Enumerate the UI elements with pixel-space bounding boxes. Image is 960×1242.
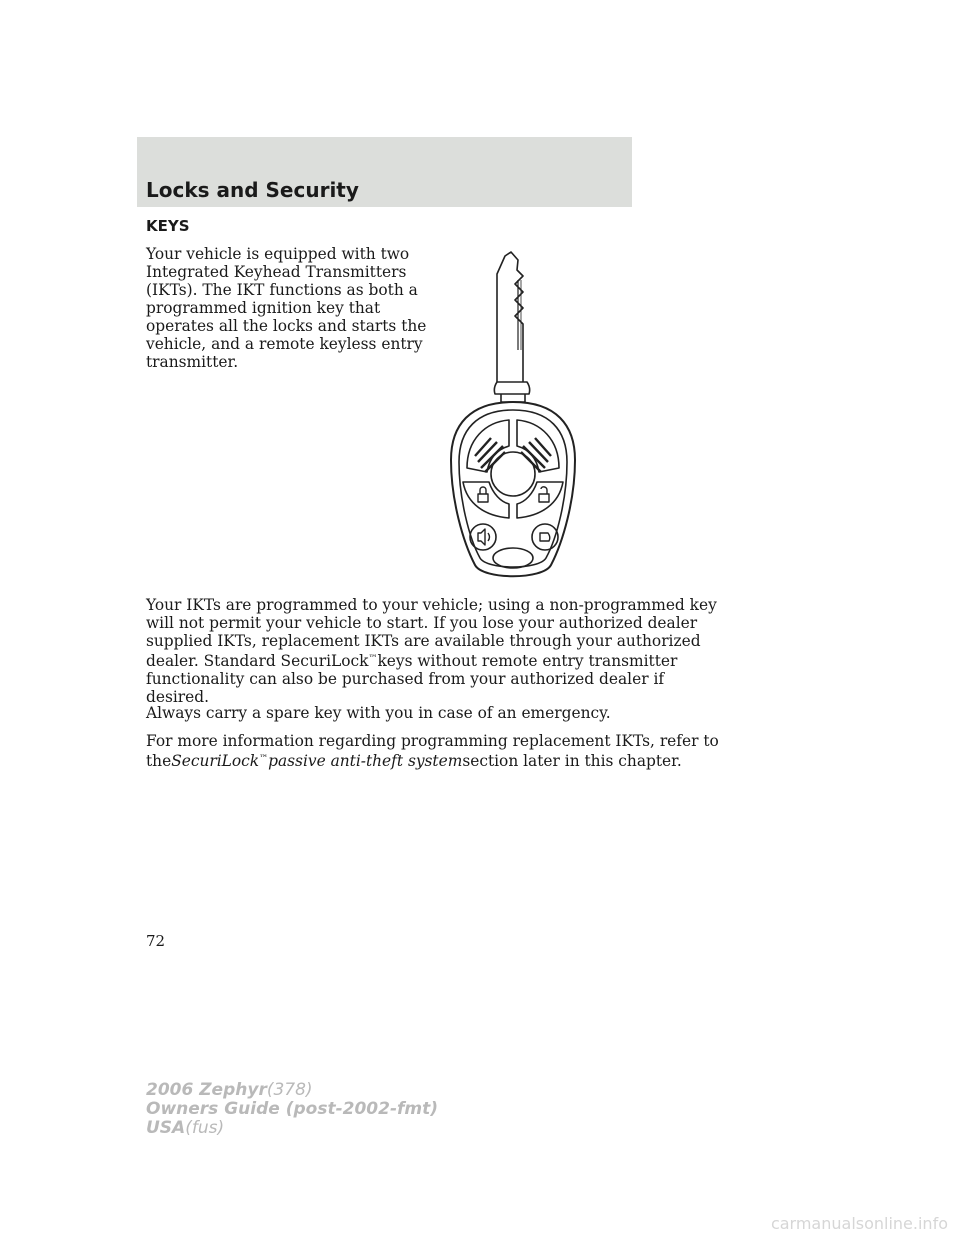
- text-line: supplied IKTs, replacement IKTs are available through your authorized: [146, 632, 701, 650]
- securilock-reference: SecuriLock: [171, 752, 260, 770]
- footer-line: [146, 1119, 438, 1138]
- trademark-symbol: ™: [259, 754, 269, 764]
- intro-line: Integrated Keyhead Transmitters: [146, 263, 407, 281]
- trademark-symbol: ™: [368, 654, 378, 664]
- fob-inner: [459, 410, 567, 567]
- text-line: For more information regarding programming replacement IKTs, refer to: [146, 732, 719, 750]
- intro-paragraph: [146, 245, 427, 371]
- footer-model: 2006 Zephyr: [146, 1080, 267, 1100]
- key-blade: [497, 252, 523, 382]
- paragraph-ikt-programming: [146, 596, 717, 706]
- intro-line: programmed ignition key that: [146, 299, 381, 317]
- text-fragment: the: [146, 752, 172, 770]
- lock-button: [463, 482, 509, 518]
- intro-line: operates all the locks and starts the: [146, 317, 427, 335]
- intro-line: (IKTs). The IKT functions as both a: [146, 281, 418, 299]
- section-title: Locks and Security: [146, 178, 359, 202]
- text-line: will not permit your vehicle to start. If you lose your authorized dealer: [146, 614, 698, 632]
- text-line: [146, 750, 682, 770]
- footer-line: Owners Guide (post-2002-fmt): [146, 1099, 439, 1119]
- intro-line: vehicle, and a remote keyless entry: [146, 335, 423, 353]
- intro-line: transmitter.: [146, 353, 239, 371]
- text-fragment: keys without remote entry transmitter: [377, 652, 678, 670]
- anti-theft-reference: passive anti-theft system: [268, 752, 463, 770]
- heading-keys: KEYS: [146, 217, 190, 235]
- paragraph-spare-key: Always carry a spare key with you in case of an emergency.: [146, 704, 611, 722]
- key-shoulder: [494, 382, 529, 394]
- intro-line: Your vehicle is equipped with two: [146, 245, 410, 263]
- document-footer: [146, 1081, 438, 1138]
- paragraph-more-info: [146, 732, 719, 770]
- footer-market: USA: [146, 1118, 186, 1138]
- fob-center: [491, 452, 535, 496]
- footer-line: [146, 1081, 438, 1100]
- footer-market-code: (fus): [185, 1118, 225, 1138]
- text-line: functionality can also be purchased from your authorized dealer if: [146, 670, 665, 688]
- text-fragment: dealer. Standard SecuriLock: [146, 652, 369, 670]
- footer-model-code: (378): [266, 1080, 313, 1100]
- watermark: carmanualsonline.info: [770, 1214, 948, 1233]
- text-line: desired.: [146, 688, 209, 706]
- text-fragment: section later in this chapter.: [462, 752, 682, 770]
- text-line: Your IKTs are programmed to your vehicle; using a non-programmed key: [146, 596, 717, 614]
- panic-button: [470, 524, 496, 550]
- page-number: 72: [146, 932, 166, 950]
- fob-bottom-oval: [493, 548, 533, 568]
- unlock-button: [517, 482, 563, 518]
- text-line: [146, 650, 678, 670]
- key-transmitter-illustration: [445, 250, 585, 585]
